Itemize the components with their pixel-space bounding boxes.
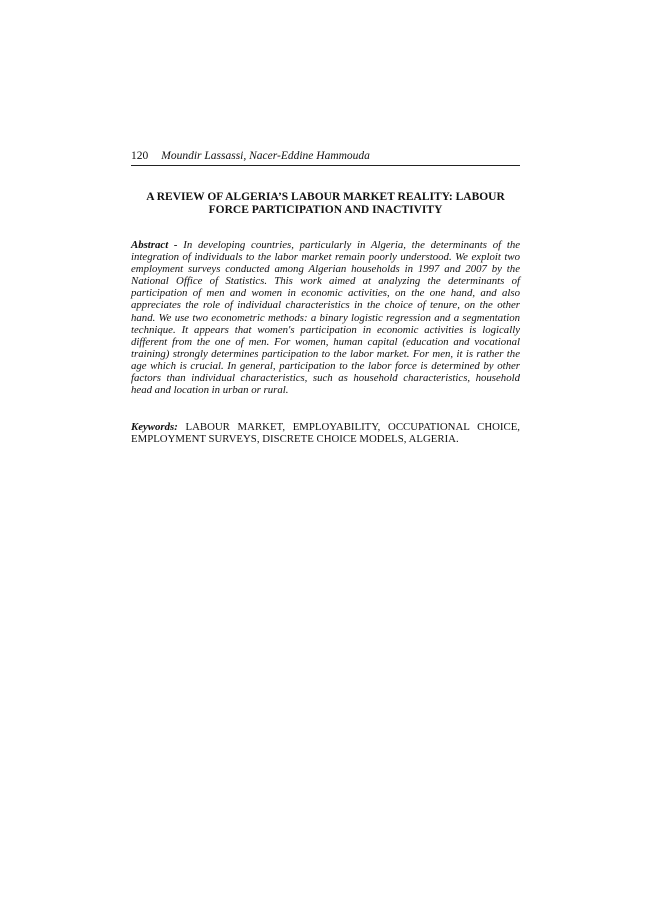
article-title: A REVIEW OF ALGERIA’S LABOUR MARKET REALITY: LABOUR FORCE PARTICIPATION AND INACTIVITY [146,191,505,216]
abstract [131,239,520,396]
header-authors: Moundir Lassassi, Nacer-Eddine Hammouda [161,150,370,162]
keywords [131,421,520,445]
abstract-text: In developing countries, particularly in Algeria, the determinants of the integration of individuals to the labor market remain poorly understood. We exploit two employment surveys conducted among Algerian households in 1997 and 2007 by the National Office of Statistics. This work aimed at analyzing the determinants of participation of men and women in economic activities, on the one hand, and also appreciates the role of individual characteristics in the choice of tenure, on the other hand. We use two econometric methods: a binary logistic regression and a segmentation technique. It appears that women's participation in economic activities is logically different from the one of men. For women, human capital (education and vocational training) strongly determines participation to the labor market. For men, it is rather the age which is crucial. In general, participation to the labor force is determined by other factors than individual characteristics, such as household characteristics, household head and location in urban or rural. [131,239,521,397]
running-header [131,148,520,166]
keywords-text: LABOUR MARKET, EMPLOYABILITY, OCCUPATIONAL CHOICE, EMPLOYMENT SURVEYS, DISCRETE CHOICE MODELS, ALGERIA. [131,421,521,446]
page-number: 120 [131,150,149,162]
keywords-label: Keywords: [131,421,178,434]
page-content [131,148,520,445]
abstract-label: Abstract - [131,239,178,251]
